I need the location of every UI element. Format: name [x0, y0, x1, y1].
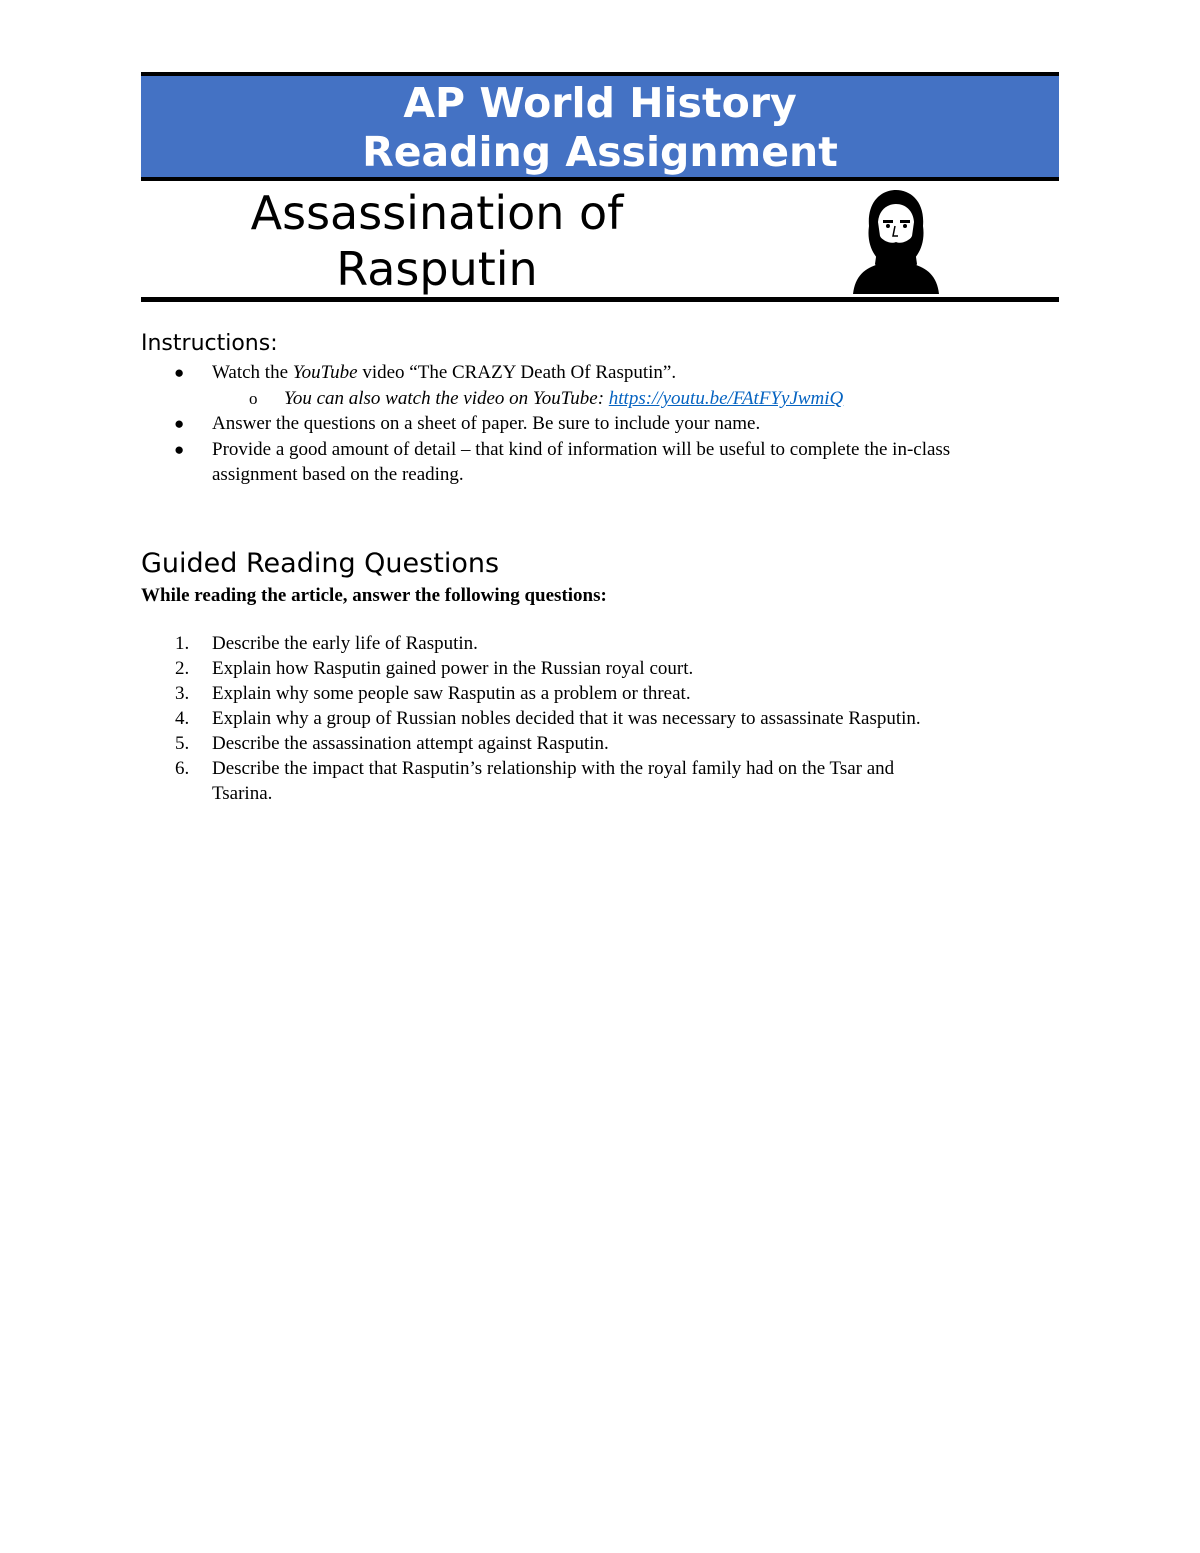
- instructions-heading: Instructions:: [141, 331, 278, 356]
- question-number: 6.: [175, 758, 190, 779]
- guided-reading-subheading: While reading the article, answer the following questions:: [141, 585, 607, 606]
- question-number: 4.: [175, 708, 190, 729]
- question-item-3: Explain why some people saw Rasputin as a problem or threat.: [212, 683, 691, 704]
- instruction-1-prefix: Watch the: [212, 362, 293, 383]
- title-row: [141, 181, 1059, 302]
- guided-reading-heading: Guided Reading Questions: [141, 548, 500, 579]
- instruction-1-italic: YouTube: [292, 362, 358, 383]
- title-divider: [141, 297, 1059, 302]
- instruction-item-3-line-2: assignment based on the reading.: [212, 464, 464, 485]
- question-item-2: Explain how Rasputin gained power in the Russian royal court.: [212, 658, 694, 679]
- title-line-2: Rasputin: [336, 242, 538, 296]
- question-number: 2.: [175, 658, 190, 679]
- question-item-4: Explain why a group of Russian nobles decided that it was necessary to assassinate Rasputin.: [212, 708, 921, 729]
- question-number: 5.: [175, 733, 190, 754]
- banner-line-2: Reading Assignment: [362, 128, 838, 176]
- youtube-link[interactable]: https://youtu.be/FAtFYyJwmiQ: [608, 388, 844, 409]
- page-title: [227, 185, 647, 297]
- banner-line-1: AP World History: [403, 79, 797, 127]
- instruction-item-3-line-1: Provide a good amount of detail – that kind of information will be useful to complete the in-class: [212, 439, 951, 460]
- sub-bullet-marker: o: [249, 389, 258, 408]
- instruction-item-1: [212, 360, 676, 385]
- header-banner: [141, 72, 1059, 181]
- instruction-1-suffix: video “The CRAZY Death Of Rasputin”.: [357, 362, 677, 383]
- subitem-text: You can also watch the video on YouTube:: [284, 388, 609, 409]
- question-item-6: Describe the impact that Rasputin’s relationship with the royal family had on the Tsar and: [212, 758, 895, 779]
- bullet-icon: ●: [174, 363, 185, 382]
- instruction-item-2: Answer the questions on a sheet of paper. Be sure to include your name.: [212, 413, 761, 434]
- title-line-1: Assassination of: [250, 186, 624, 240]
- question-item-1: Describe the early life of Rasputin.: [212, 633, 478, 654]
- rasputin-portrait-image: [851, 186, 941, 294]
- question-number: 3.: [175, 683, 190, 704]
- instruction-subitem: [284, 386, 843, 411]
- question-item-6-line-2: Tsarina.: [212, 783, 273, 804]
- question-item-5: Describe the assassination attempt against Rasputin.: [212, 733, 609, 754]
- bullet-icon: ●: [174, 440, 185, 459]
- question-number: 1.: [175, 633, 190, 654]
- bullet-icon: ●: [174, 414, 185, 433]
